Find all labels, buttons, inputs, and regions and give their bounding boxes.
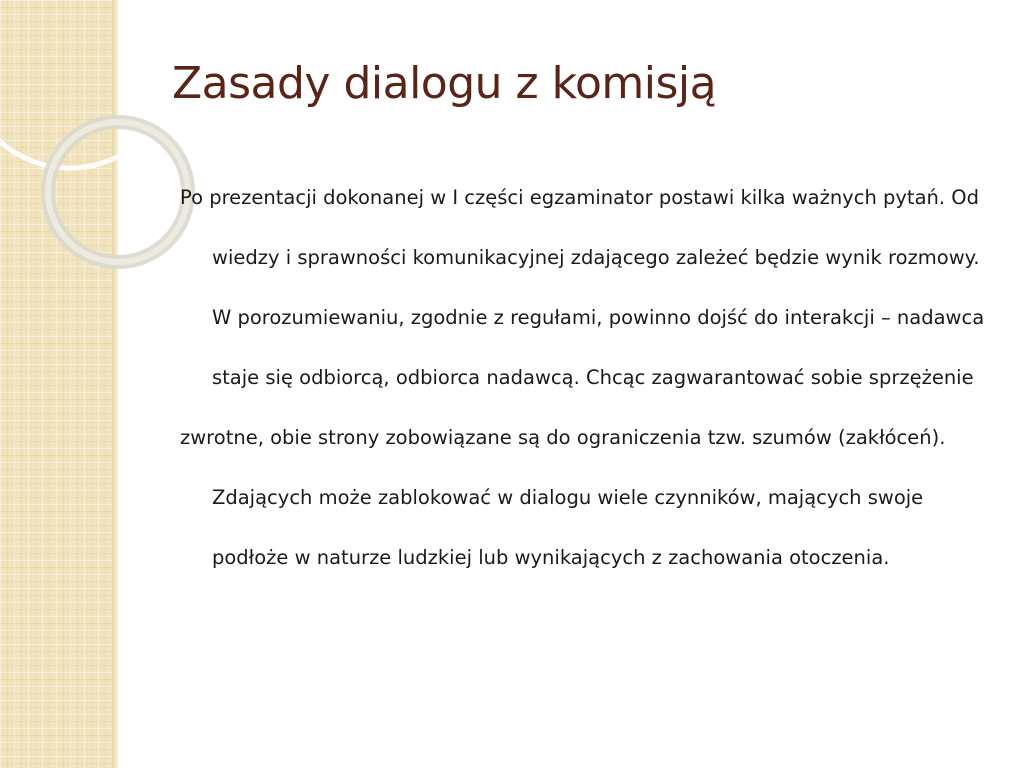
paragraph-1: Po prezentacji dokonanej w I części egzaminator postawi kilka ważnych pytań. Od wiedzy i sprawności komunikacyjnej zdającego zależeć będzie wynik rozmowy. W porozumiewaniu, zgodnie z regułami, powinno dojść do interakcji – nadawca staje się odbiorcą, odbiorca nadawcą. Chcąc zagwarantować sobie sprzężenie <box>180 186 985 389</box>
small-ring-highlight <box>48 122 188 262</box>
paragraph-2: zwrotne, obie strony zobowiązane są do ograniczenia tzw. szumów (zakłóceń). Zdających może zablokować w dialogu wiele czynników, mających swoje podłoże w naturze ludzkiej lub wynikających z zachowania otoczenia. <box>180 426 946 569</box>
slide-title: Zasady dialogu z komisją <box>172 58 717 109</box>
slide-body <box>180 168 1000 588</box>
large-ring <box>0 0 176 168</box>
decorative-rings-icon <box>0 0 200 260</box>
